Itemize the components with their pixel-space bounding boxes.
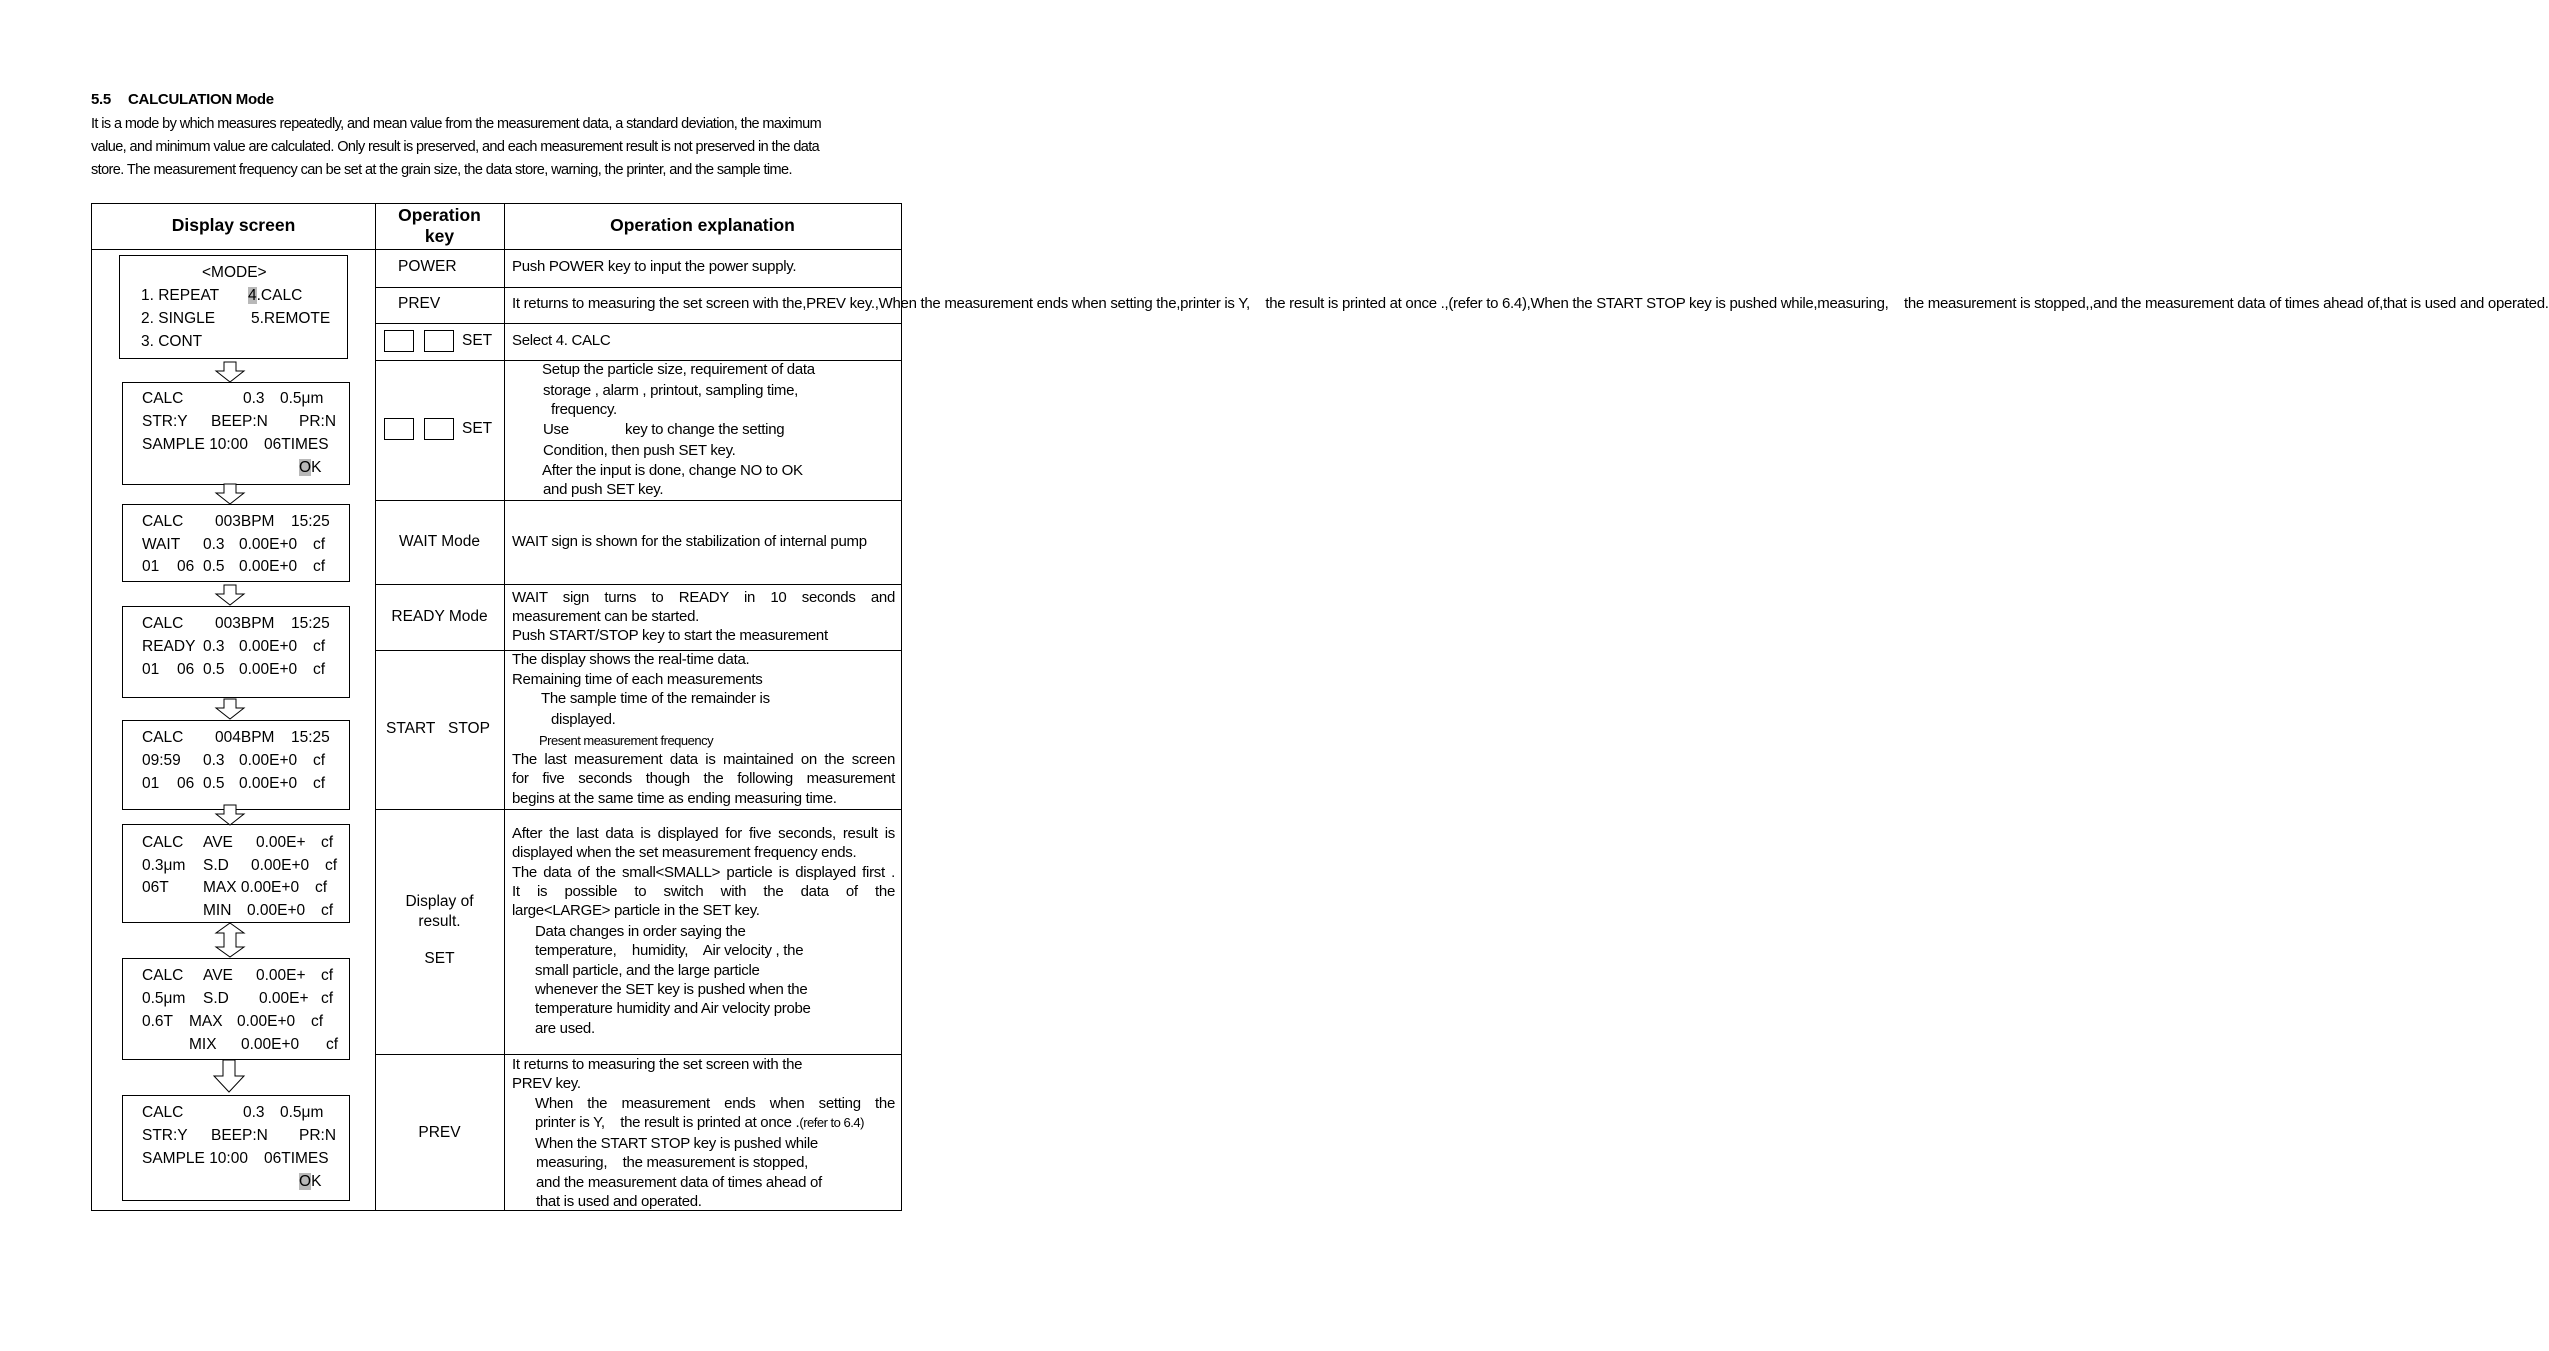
key-display-result: Display of bbox=[405, 893, 474, 910]
lcd-text: <MODE> bbox=[202, 264, 267, 281]
explanation-prev-line: and the measurement data of times ahead of bbox=[536, 1174, 822, 1191]
lcd-text: .CALC bbox=[256, 287, 303, 304]
key-power: POWER bbox=[398, 258, 457, 275]
lcd-text: cf bbox=[313, 558, 326, 575]
lcd-text: 004BPM bbox=[215, 729, 275, 746]
key-set: SET bbox=[424, 950, 455, 967]
lcd-text: 0.3 bbox=[203, 638, 225, 655]
explanation-result-line: large<LARGE> particle in the SET key. bbox=[512, 902, 760, 919]
lcd-text: 15:25 bbox=[291, 729, 330, 746]
lcd-cursor: O bbox=[299, 459, 312, 476]
explanation-prev-line: that is used and operated. bbox=[536, 1193, 702, 1210]
lcd-text: 0.3 bbox=[203, 752, 225, 769]
lcd-text: CALC bbox=[142, 834, 184, 851]
lcd-text: 0.00E+ bbox=[259, 990, 309, 1007]
explanation-prev-text: printer is Y, the result is printed at once . bbox=[535, 1114, 800, 1131]
lcd-text: CALC bbox=[142, 615, 184, 632]
lcd-text: BEEP:N bbox=[211, 1127, 268, 1144]
lcd-text: 0.00E+ bbox=[256, 834, 306, 851]
lcd-text: cf bbox=[313, 775, 326, 792]
lcd-measuring-screen bbox=[122, 720, 350, 810]
arrow-down-icon bbox=[214, 584, 246, 606]
lcd-text: MAX 0.00E+0 bbox=[203, 879, 300, 896]
lcd-text bbox=[248, 287, 302, 305]
lcd-text: 01 bbox=[142, 661, 160, 678]
lcd-text: AVE bbox=[203, 967, 233, 984]
lcd-text: 0.00E+0 bbox=[241, 1036, 300, 1053]
lcd-text: AVE bbox=[203, 834, 233, 851]
explanation-prev-line: When the measurement ends when setting the bbox=[535, 1095, 895, 1112]
lcd-text: S.D bbox=[203, 990, 229, 1007]
lcd-text: 15:25 bbox=[291, 615, 330, 632]
lcd-text: BEEP:N bbox=[211, 413, 268, 430]
key-down-box bbox=[424, 330, 454, 352]
explanation-setup-line: After the input is done, change NO to OK bbox=[542, 462, 803, 479]
lcd-text: MIN bbox=[203, 902, 232, 919]
key-set: SET bbox=[462, 332, 493, 349]
explanation-setup-line: frequency. bbox=[551, 401, 617, 418]
explanation-prev-reference: (refer to 6.4) bbox=[799, 1115, 864, 1130]
explanation-wait: WAIT sign is shown for the stabilization of internal pump bbox=[512, 533, 867, 550]
column-divider bbox=[504, 204, 505, 1210]
explanation-prev-line bbox=[535, 1114, 864, 1131]
lcd-mode-screen bbox=[119, 255, 348, 359]
explanation-ready-line: Push START/STOP key to start the measurement bbox=[512, 627, 828, 644]
explanation-power: Push POWER key to input the power supply. bbox=[512, 258, 797, 275]
explanation-setup-line: Setup the particle size, requirement of data bbox=[542, 361, 815, 378]
lcd-text: MAX bbox=[189, 1013, 223, 1030]
explanation-setup-line: Condition, then push SET key. bbox=[543, 442, 736, 459]
row-divider bbox=[375, 287, 901, 288]
lcd-text bbox=[299, 1173, 321, 1191]
header-operation-explanation: Operation explanation bbox=[610, 215, 795, 235]
lcd-text: 0.3 bbox=[243, 390, 265, 407]
header-display-screen: Display screen bbox=[171, 215, 296, 235]
explanation-result-line: After the last data is displayed for five seconds, result is bbox=[512, 825, 895, 842]
explanation-run-line: The sample time of the remainder is bbox=[541, 690, 770, 707]
lcd-text: 0.00E+0 bbox=[239, 775, 298, 792]
key-prev: PREV bbox=[398, 295, 441, 312]
lcd-text: 09:59 bbox=[142, 752, 181, 769]
lcd-text: 06TIMES bbox=[264, 436, 329, 453]
lcd-text: PR:N bbox=[299, 1127, 337, 1144]
section-number: 5.5 bbox=[91, 91, 111, 108]
intro-paragraph bbox=[91, 113, 881, 182]
lcd-text: 003BPM bbox=[215, 615, 275, 632]
explanation-prev: It returns to measuring the set screen with the,PREV key.,When the measurement ends when setting the,printer is Y, the result is printed at once .,(refer to 6.4),When the START STOP key is pushed while,measuring, the measurement is stopped,,and the measurement data of times ahead of,that is used and operated. bbox=[512, 295, 2549, 312]
lcd-ready-screen bbox=[122, 606, 350, 698]
row-divider bbox=[375, 1054, 901, 1055]
explanation-run-line: displayed. bbox=[551, 711, 616, 728]
lcd-text: cf bbox=[321, 834, 334, 851]
lcd-text: cf bbox=[321, 990, 334, 1007]
row-divider bbox=[375, 809, 901, 810]
header-operation-key bbox=[375, 205, 504, 247]
arrow-down-icon bbox=[212, 1059, 246, 1093]
lcd-text: MIX bbox=[189, 1036, 217, 1053]
lcd-text: K bbox=[311, 459, 322, 476]
key-display-result: result. bbox=[418, 913, 461, 930]
lcd-text: STR:Y bbox=[142, 413, 188, 430]
explanation-setup-line: Use bbox=[543, 421, 569, 438]
explanation-prev-line: When the START STOP key is pushed while bbox=[535, 1135, 818, 1152]
lcd-text: K bbox=[311, 1173, 322, 1190]
lcd-text: 0.5 bbox=[203, 661, 225, 678]
lcd-text: 06 bbox=[177, 661, 195, 678]
intro-line: value, and minimum value are calculated. Only result is preserved, and each measurement result is not preserved in the data bbox=[91, 139, 820, 155]
lcd-text: 0.00E+0 bbox=[251, 857, 310, 874]
header-operation-key-line: key bbox=[424, 226, 455, 246]
lcd-calc-setting-screen bbox=[122, 382, 350, 485]
lcd-text: CALC bbox=[142, 729, 184, 746]
lcd-text: 01 bbox=[142, 775, 160, 792]
lcd-text: cf bbox=[315, 879, 328, 896]
explanation-run-line: begins at the same time as ending measuring time. bbox=[512, 790, 837, 807]
lcd-text: CALC bbox=[142, 513, 184, 530]
key-wait-mode: WAIT Mode bbox=[399, 533, 480, 550]
lcd-text: cf bbox=[321, 902, 334, 919]
lcd-text: 0.5μm bbox=[280, 390, 324, 407]
lcd-text: cf bbox=[321, 967, 334, 984]
explanation-run-line: Present measurement frequency bbox=[539, 733, 714, 748]
column-divider bbox=[375, 204, 376, 1210]
arrow-down-icon bbox=[214, 483, 246, 505]
header-divider bbox=[92, 249, 901, 250]
lcd-text: 0.00E+0 bbox=[239, 558, 298, 575]
section-heading bbox=[91, 91, 274, 108]
lcd-text: SAMPLE 10:00 bbox=[142, 436, 248, 453]
lcd-text: SAMPLE 10:00 bbox=[142, 1150, 248, 1167]
key-ready-mode: READY Mode bbox=[391, 608, 488, 625]
lcd-result-large-screen bbox=[122, 958, 350, 1060]
lcd-text: 1. REPEAT bbox=[141, 287, 220, 304]
lcd-text: 0.6T bbox=[142, 1013, 174, 1030]
lcd-text: 5.REMOTE bbox=[251, 310, 331, 327]
arrow-down-icon bbox=[214, 698, 246, 720]
explanation-result-line: temperature humidity and Air velocity probe bbox=[535, 1000, 811, 1017]
lcd-text: cf bbox=[325, 857, 338, 874]
lcd-text: CALC bbox=[142, 1104, 184, 1121]
key-set: SET bbox=[462, 420, 493, 437]
explanation-result-line: temperature, humidity, Air velocity , the bbox=[535, 942, 804, 959]
lcd-text: S.D bbox=[203, 857, 229, 874]
lcd-text: 0.3 bbox=[203, 536, 225, 553]
arrow-down-icon bbox=[214, 361, 246, 383]
lcd-text: 003BPM bbox=[215, 513, 275, 530]
intro-line: It is a mode by which measures repeatedly, and mean value from the measurement data, a standard deviation, the maximum bbox=[91, 116, 822, 132]
lcd-text: 06T bbox=[142, 879, 169, 896]
lcd-text: cf bbox=[313, 661, 326, 678]
key-down-box bbox=[424, 418, 454, 440]
lcd-result-small-screen bbox=[122, 824, 350, 923]
intro-line: store. The measurement frequency can be set at the grain size, the data store, warning, the printer, and the sample time. bbox=[91, 162, 792, 178]
explanation-run-line: for five seconds though the following measurement bbox=[512, 770, 895, 787]
key-up-box bbox=[384, 418, 414, 440]
explanation-result-line: The data of the small<SMALL> particle is displayed first . bbox=[512, 864, 895, 881]
section-title: CALCULATION Mode bbox=[128, 91, 274, 108]
lcd-text: 0.00E+0 bbox=[239, 661, 298, 678]
lcd-calc-setting-screen-return bbox=[122, 1095, 350, 1201]
row-divider bbox=[375, 323, 901, 324]
lcd-text: 0.5μm bbox=[142, 990, 186, 1007]
row-divider bbox=[375, 500, 901, 501]
key-start-stop: START STOP bbox=[386, 720, 490, 737]
lcd-text: cf bbox=[311, 1013, 324, 1030]
lcd-text: 0.00E+0 bbox=[237, 1013, 296, 1030]
lcd-text bbox=[299, 459, 321, 477]
explanation-result-line: are used. bbox=[535, 1020, 595, 1037]
lcd-text: CALC bbox=[142, 967, 184, 984]
lcd-text: 0.5μm bbox=[280, 1104, 324, 1121]
lcd-text: 06 bbox=[177, 775, 195, 792]
explanation-prev-line: PREV key. bbox=[512, 1075, 581, 1092]
explanation-result-line: displayed when the set measurement frequency ends. bbox=[512, 844, 857, 861]
header-operation-key-line: Operation bbox=[398, 205, 481, 225]
lcd-text: 0.3 bbox=[243, 1104, 265, 1121]
explanation-result-line: It is possible to switch with the data of the bbox=[512, 883, 895, 900]
explanation-prev-line: It returns to measuring the set screen with the bbox=[512, 1056, 803, 1073]
explanation-run-line: The display shows the real-time data. bbox=[512, 651, 750, 668]
explanation-prev-line: measuring, the measurement is stopped, bbox=[536, 1154, 809, 1171]
explanation-result-line: whenever the SET key is pushed when the bbox=[535, 981, 808, 998]
lcd-text: 01 bbox=[142, 558, 160, 575]
lcd-text: WAIT bbox=[142, 536, 181, 553]
explanation-result-line: small particle, and the large particle bbox=[535, 962, 760, 979]
arrow-down-icon bbox=[214, 804, 246, 826]
lcd-text: CALC bbox=[142, 390, 184, 407]
lcd-text: cf bbox=[326, 1036, 339, 1053]
lcd-text: READY bbox=[142, 638, 196, 655]
arrow-up-down-icon bbox=[214, 922, 246, 958]
lcd-text: PR:N bbox=[299, 413, 337, 430]
lcd-text: 3. CONT bbox=[141, 333, 203, 350]
explanation-ready-line: WAIT sign turns to READY in 10 seconds and bbox=[512, 589, 895, 606]
lcd-text: 0.5 bbox=[203, 558, 225, 575]
lcd-text: cf bbox=[313, 536, 326, 553]
lcd-text: 0.00E+0 bbox=[239, 536, 298, 553]
lcd-text: 15:25 bbox=[291, 513, 330, 530]
lcd-cursor: O bbox=[299, 1173, 312, 1190]
lcd-text: 06 bbox=[177, 558, 195, 575]
lcd-text: 0.00E+0 bbox=[247, 902, 306, 919]
key-up-box bbox=[384, 330, 414, 352]
lcd-text: 0.00E+ bbox=[256, 967, 306, 984]
lcd-text: cf bbox=[313, 752, 326, 769]
explanation-result-line: Data changes in order saying the bbox=[535, 923, 746, 940]
lcd-text: cf bbox=[313, 638, 326, 655]
lcd-text: 0.3μm bbox=[142, 857, 186, 874]
lcd-text: 0.00E+0 bbox=[239, 638, 298, 655]
explanation-setup-line: key to change the setting bbox=[625, 421, 785, 438]
explanation-setup-line: and push SET key. bbox=[543, 481, 664, 498]
explanation-setup-line: storage , alarm , printout, sampling time, bbox=[543, 382, 799, 399]
lcd-text: 2. SINGLE bbox=[141, 310, 216, 327]
explanation-select: Select 4. CALC bbox=[512, 332, 611, 349]
lcd-text: 06TIMES bbox=[264, 1150, 329, 1167]
row-divider bbox=[375, 584, 901, 585]
operation-table bbox=[91, 203, 2549, 1211]
lcd-cursor: 4 bbox=[248, 287, 257, 304]
key-prev: PREV bbox=[418, 1124, 461, 1141]
lcd-text: 0.00E+0 bbox=[239, 752, 298, 769]
lcd-wait-screen bbox=[122, 504, 350, 582]
lcd-text: STR:Y bbox=[142, 1127, 188, 1144]
explanation-run-line: Remaining time of each measurements bbox=[512, 671, 763, 688]
explanation-ready-line: measurement can be started. bbox=[512, 608, 700, 625]
lcd-text: 0.5 bbox=[203, 775, 225, 792]
explanation-run-line: The last measurement data is maintained on the screen bbox=[512, 751, 895, 768]
